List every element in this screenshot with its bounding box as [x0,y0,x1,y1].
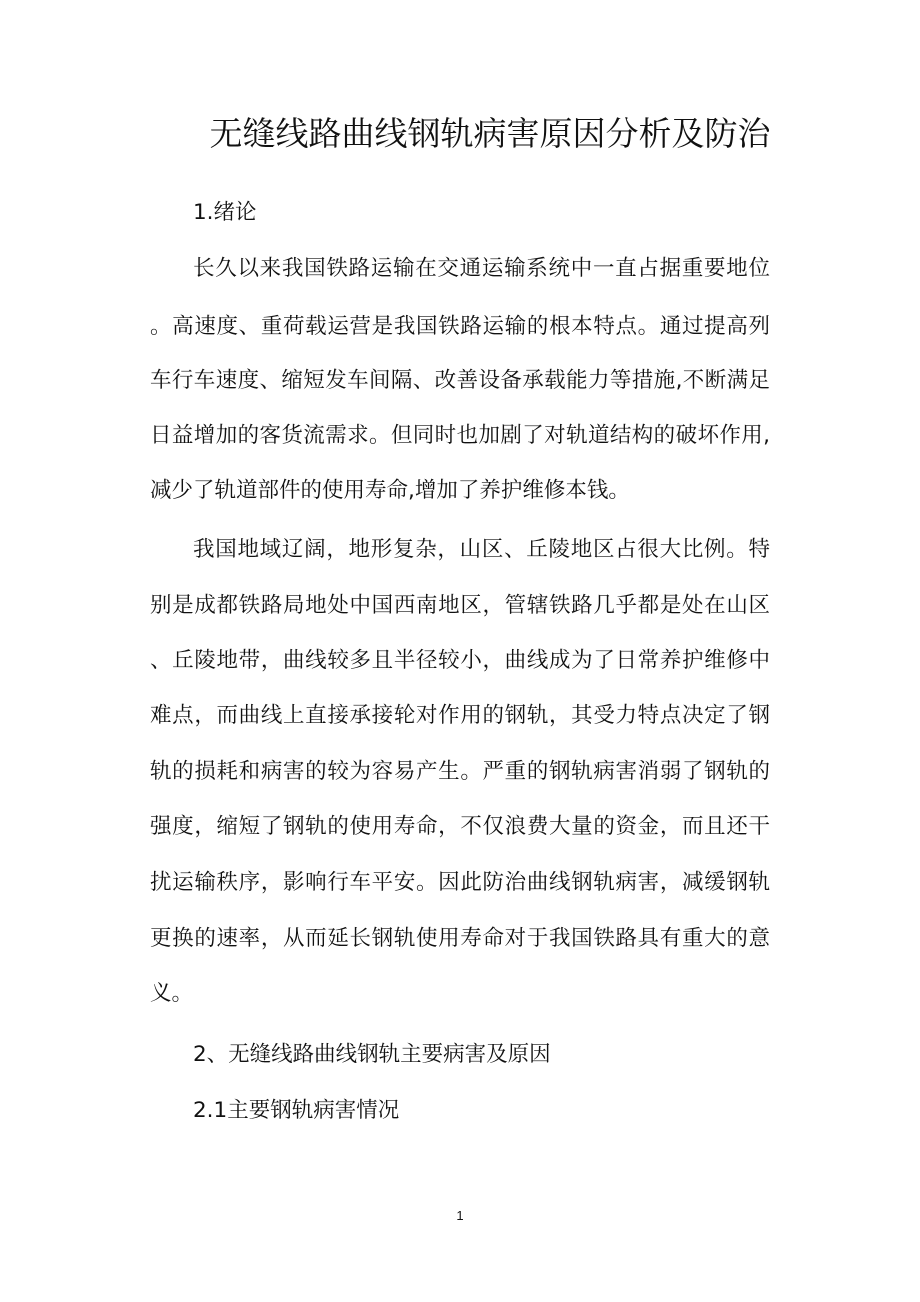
section-heading-2-1: 2.1主要钢轨病害情况 [193,1098,400,1123]
paragraph-1-line: 减少了轨道部件的使用寿命,增加了养护维修本钱。 [150,478,630,503]
paragraph-2-line: 更换的速率，从而延长钢轨使用寿命对于我国铁路具有重大的意 [150,926,770,951]
paragraph-2-line: 义。 [150,981,194,1006]
paragraph-2-line: 强度，缩短了钢轨的使用寿命，不仅浪费大量的资金，而且还干 [150,814,770,839]
paragraph-1-line: 长久以来我国铁路运输在交通运输系统中一直占据重要地位 [193,256,770,281]
page-number: 1 [456,1208,464,1223]
section-heading-1: 1.绪论 [193,200,257,225]
paragraph-2-line: 扰运输秩序，影响行车平安。因此防治曲线钢轨病害，减缓钢轨 [150,870,770,895]
paragraph-2-line: 难点，而曲线上直接承接轮对作用的钢轨，其受力特点决定了钢 [150,703,770,728]
document-title: 无缝线路曲线钢轨病害原因分析及防治 [209,114,771,153]
paragraph-1-line: 车行车速度、缩短发车间隔、改善设备承载能力等措施,不断满足 [150,368,770,393]
paragraph-2-line: 、丘陵地带，曲线较多且半径较小，曲线成为了日常养护维修中 [150,648,770,673]
paragraph-2-line: 别是成都铁路局地处中国西南地区，管辖铁路几乎都是处在山区 [150,593,770,618]
paragraph-2-line: 轨的损耗和病害的较为容易产生。严重的钢轨病害消弱了钢轨的 [150,759,770,784]
section-heading-2: 2、无缝线路曲线钢轨主要病害及原因 [193,1042,551,1067]
paragraph-2-line: 我国地域辽阔，地形复杂，山区、丘陵地区占很大比例。特 [193,537,770,562]
paragraph-1-line: 。高速度、重荷载运营是我国铁路运输的根本特点。通过提高列 [150,314,770,339]
paragraph-1-line: 日益增加的客货流需求。但同时也加剧了对轨道结构的破坏作用, [150,423,770,448]
